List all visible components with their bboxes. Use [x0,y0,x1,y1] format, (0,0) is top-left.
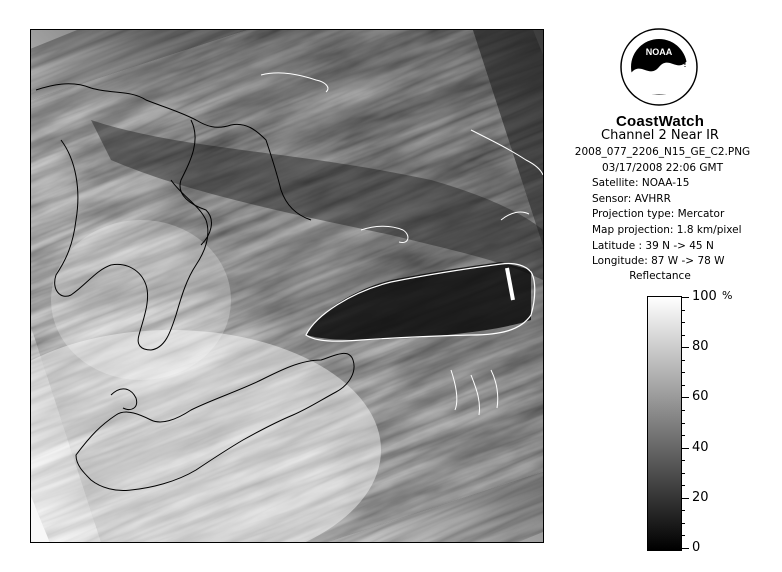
colorbar-label: 40 [692,439,709,455]
colorbar-tick [681,535,685,536]
colorbar-tick [681,335,685,336]
colorbar-tick [681,473,685,474]
latitude: Latitude : 39 N -> 45 N [592,239,714,252]
metadata-block [560,145,765,270]
colorbar-title: Reflectance [629,270,691,282]
colorbar-tick [681,460,685,461]
colorbar-tick [681,435,685,436]
brand-title: CoastWatch [615,113,705,130]
colorbar-label: 20 [692,489,709,505]
satellite-map [30,29,544,543]
longitude: Longitude: 87 W -> 78 W [592,255,725,268]
satellite: Satellite: NOAA-15 [592,177,690,190]
projection-type: Projection type: Mercator [592,208,725,221]
colorbar-tick [681,448,689,449]
colorbar-tick [681,523,685,524]
colorbar-tick [681,322,685,323]
colorbar-tick [681,510,685,511]
colorbar-tick [681,410,685,411]
logo-text: NOAA [645,47,673,57]
map-projection: Map projection: 1.8 km/pixel [592,223,742,236]
filename: 2008_077_2206_N15_GE_C2.PNG [574,146,751,158]
channel-title: Channel 2 Near IR [601,128,719,143]
colorbar-label: 100 [692,289,717,304]
colorbar-tick [681,548,689,549]
colorbar-tick [681,347,689,348]
datetime: 03/17/2008 22:06 GMT [601,161,724,174]
map-svg [31,30,543,542]
colorbar-tick [681,498,689,499]
colorbar-tick [681,297,689,298]
colorbar [647,296,682,551]
noaa-logo-icon [619,27,699,107]
colorbar-label: 60 [692,389,709,405]
colorbar-tick [681,423,685,424]
colorbar-tick [681,372,685,373]
colorbar-label: 80 [692,339,709,355]
colorbar-tick [681,310,685,311]
colorbar-unit: % [722,289,733,302]
colorbar-tick [681,385,685,386]
sensor: Sensor: AVHRR [592,192,671,205]
colorbar-tick [681,360,685,361]
colorbar-label: 0 [692,540,701,555]
colorbar-tick [681,485,685,486]
colorbar-tick [681,397,689,398]
